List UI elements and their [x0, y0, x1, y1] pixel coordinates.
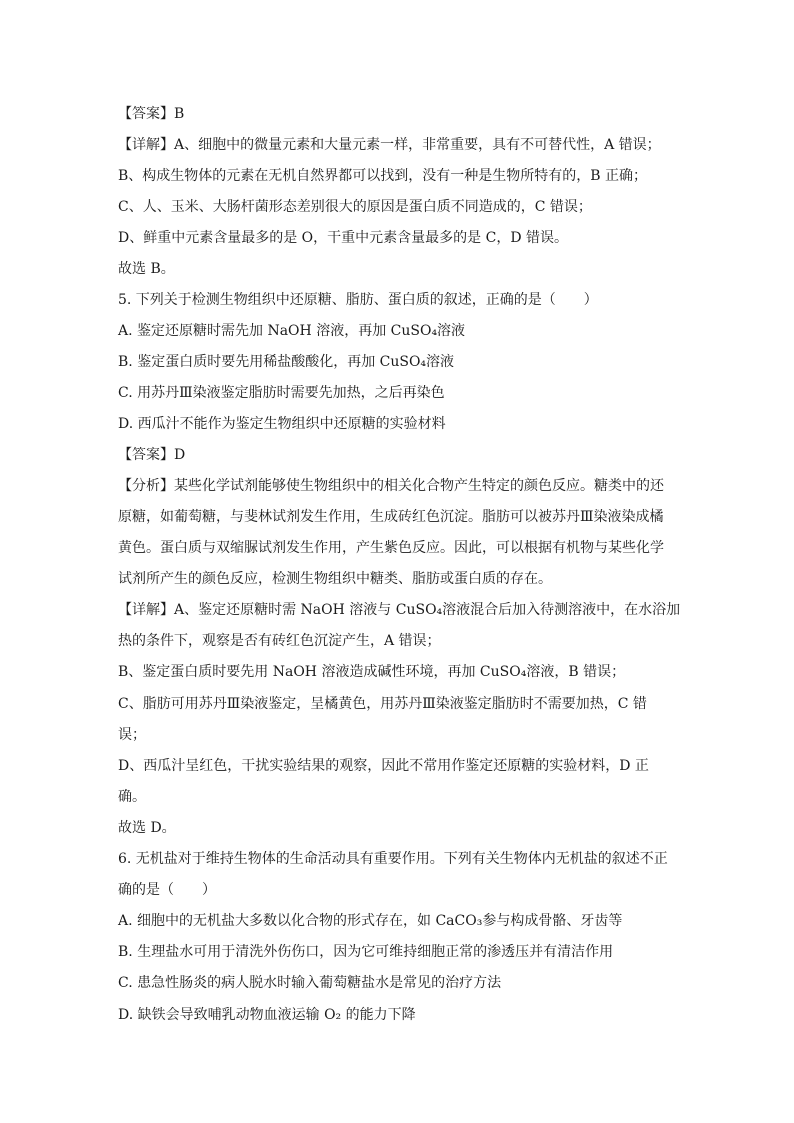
question-5-option-a: A. 鉴定还原糖时需先加 NaOH 溶液，再加 CuSO₄溶液: [118, 323, 466, 339]
analysis-line: 黄色。蛋白质与双缩脲试剂发生作用，产生紫色反应。因此，可以根据有机物与某些化学: [118, 540, 664, 556]
answer-label: 【答案】B: [118, 106, 185, 122]
conclusion-line: 故选 B。: [118, 261, 175, 277]
question-5-option-c: C. 用苏丹Ⅲ染液鉴定脂肪时需要先加热，之后再染色: [118, 385, 445, 401]
explanation-line: 确。: [118, 789, 146, 805]
analysis-line: 试剂所产生的颜色反应，检测生物组织中糖类、脂肪或蛋白质的存在。: [118, 571, 552, 587]
explanation-line: 【详解】A、细胞中的微量元素和大量元素一样，非常重要，具有不可替代性，A 错误；: [118, 137, 661, 153]
analysis-line: 原糖，如葡萄糖，与斐林试剂发生作用，生成砖红色沉淀。脂肪可以被苏丹Ⅲ染液染成橘: [118, 509, 664, 525]
question-6-option-d: D. 缺铁会导致哺乳动物血液运输 O₂ 的能力下降: [118, 1007, 416, 1023]
explanation-line: 【详解】A、鉴定还原糖时需 NaOH 溶液与 CuSO₄溶液混合后加入待测溶液中，在水浴加: [118, 602, 681, 618]
explanation-line: C、脂肪可用苏丹Ⅲ染液鉴定，呈橘黄色，用苏丹Ⅲ染液鉴定脂肪时不需要加热，C 错: [118, 696, 647, 712]
conclusion-line: 故选 D。: [118, 820, 176, 836]
explanation-line: D、西瓜汁呈红色，干扰实验结果的观察，因此不常用作鉴定还原糖的实验材料，D 正: [118, 758, 649, 774]
question-6-stem: 确的是（ ）: [118, 882, 216, 898]
question-5-option-b: B. 鉴定蛋白质时要先用稀盐酸酸化，再加 CuSO₄溶液: [118, 354, 455, 370]
question-6-option-b: B. 生理盐水可用于清洗外伤伤口，因为它可维持细胞正常的渗透压并有清洁作用: [118, 944, 614, 960]
explanation-line: 热的条件下，观察是否有砖红色沉淀产生，A 错误；: [118, 633, 441, 649]
explanation-line: D、鲜重中元素含量最多的是 O，干重中元素含量最多的是 C，D 错误。: [118, 230, 568, 246]
question-5-option-d: D. 西瓜汁不能作为鉴定生物组织中还原糖的实验材料: [118, 416, 446, 432]
question-6-option-a: A. 细胞中的无机盐大多数以化合物的形式存在，如 CaCO₃参与构成骨骼、牙齿等: [118, 913, 623, 929]
question-5-stem: 5. 下列关于检测生物组织中还原糖、脂肪、蛋白质的叙述，正确的是（ ）: [118, 292, 598, 308]
question-6-stem: 6. 无机盐对于维持生物体的生命活动具有重要作用。下列有关生物体内无机盐的叙述不正: [118, 851, 668, 867]
question-6-option-c: C. 患急性肠炎的病人脱水时输入葡萄糖盐水是常见的治疗方法: [118, 975, 502, 991]
explanation-line: 误；: [118, 727, 146, 743]
explanation-line: C、人、玉米、大肠杆菌形态差别很大的原因是蛋白质不同造成的，C 错误；: [118, 199, 592, 215]
analysis-line: 【分析】某些化学试剂能够使生物组织中的相关化合物产生特定的颜色反应。糖类中的还: [118, 478, 664, 494]
explanation-line: B、构成生物体的元素在无机自然界都可以找到，没有一种是生物所特有的，B 正确；: [118, 168, 648, 184]
answer-label: 【答案】D: [118, 447, 186, 463]
explanation-line: B、鉴定蛋白质时要先用 NaOH 溶液造成碱性环境，再加 CuSO₄溶液，B 错误；: [118, 664, 626, 680]
